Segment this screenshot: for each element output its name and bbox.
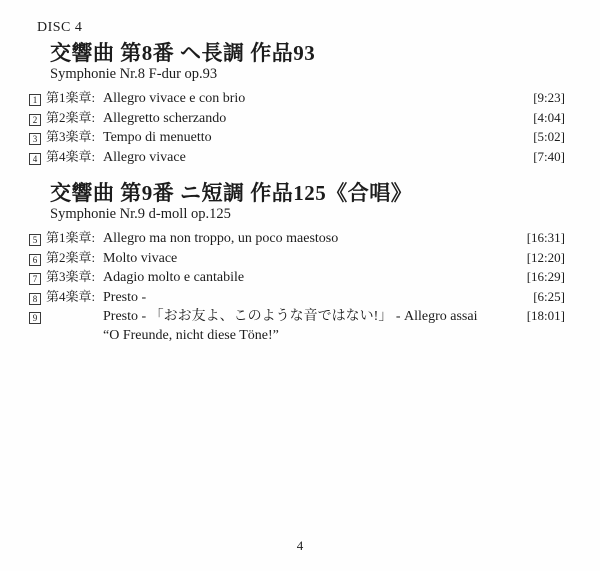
track-number-box: 5 — [29, 234, 41, 246]
track-number-box: 4 — [29, 153, 41, 165]
track-movement-label: 第2楽章: — [46, 249, 96, 265]
track-row — [29, 229, 565, 249]
track-time: [7:40] — [533, 148, 565, 164]
track-time: [5:02] — [533, 129, 565, 144]
track-time: [9:23] — [533, 90, 565, 105]
track-time: [12:20] — [526, 249, 565, 265]
track-tempo — [103, 230, 519, 249]
track-row — [29, 128, 565, 148]
track-row — [29, 249, 565, 269]
section-title-japanese: 交響曲 第8番 ヘ長調 作品93 — [50, 41, 316, 65]
track-tempo-line1: Allegro vivace — [103, 149, 186, 165]
track-tempo — [103, 289, 525, 308]
track-time: [4:04] — [533, 109, 565, 125]
section-title-german: Symphonie Nr.8 F-dur op.93 — [50, 66, 218, 82]
track-number-box: 9 — [29, 312, 41, 324]
sections — [29, 40, 565, 344]
track-row — [29, 148, 565, 168]
track-time: [18:01] — [526, 308, 565, 323]
track-number-box: 8 — [29, 293, 41, 305]
track-tempo — [103, 308, 519, 344]
section-title-german: Symphonie Nr.9 d-moll op.125 — [50, 206, 231, 222]
track-number-box: 2 — [29, 114, 41, 126]
track-tempo — [103, 110, 525, 129]
track-movement-label: 第4楽章: — [46, 288, 96, 304]
track-tempo-line1: Presto - 「おお友よ、このような音ではない!」 - Allegro assai — [103, 309, 478, 324]
symphony-section — [29, 40, 565, 167]
track-row — [29, 268, 565, 288]
track-row — [29, 307, 565, 344]
disc-label: DISC 4 — [37, 20, 83, 35]
track-movement-label: 第1楽章: — [46, 90, 96, 105]
track-tempo-line1: Allegretto scherzando — [103, 110, 227, 126]
track-time: [16:31] — [526, 230, 565, 245]
track-tempo-line1: Allegro ma non troppo, un poco maestoso — [103, 231, 339, 246]
track-time: [6:25] — [533, 288, 565, 304]
track-number-box: 3 — [29, 133, 41, 145]
track-movement-label: 第2楽章: — [46, 109, 96, 125]
track-row — [29, 288, 565, 308]
section-title-japanese: 交響曲 第9番 ニ短調 作品125《合唱》 — [50, 181, 413, 205]
track-tempo-line1: Tempo di menuetto — [103, 130, 212, 145]
track-time: [16:29] — [526, 269, 565, 284]
track-tempo — [103, 90, 525, 109]
track-tempo — [103, 269, 519, 288]
track-movement-label: 第1楽章: — [46, 230, 96, 245]
track-row — [29, 89, 565, 109]
symphony-section — [29, 180, 565, 344]
track-list — [29, 89, 565, 167]
track-number-box: 7 — [29, 273, 41, 285]
track-tempo-line1: Adagio molto e cantabile — [103, 270, 245, 285]
track-number-box: 6 — [29, 254, 41, 266]
track-row — [29, 109, 565, 129]
page-number: 4 — [296, 538, 304, 553]
track-movement-label: 第4楽章: — [46, 148, 96, 164]
track-tempo — [103, 250, 519, 269]
track-tempo-line1: Presto - — [103, 289, 147, 305]
track-tempo — [103, 129, 525, 148]
track-list — [29, 229, 565, 344]
track-movement-label: 第3楽章: — [46, 129, 96, 144]
track-number-box: 1 — [29, 94, 41, 106]
track-tempo-line1: Allegro vivace e con brio — [103, 91, 246, 106]
track-movement-label: 第3楽章: — [46, 269, 96, 284]
track-tempo-line1: Molto vivace — [103, 250, 178, 266]
track-tempo-line2: “O Freunde, nicht diese Töne!” — [103, 327, 279, 343]
track-tempo — [103, 149, 525, 168]
